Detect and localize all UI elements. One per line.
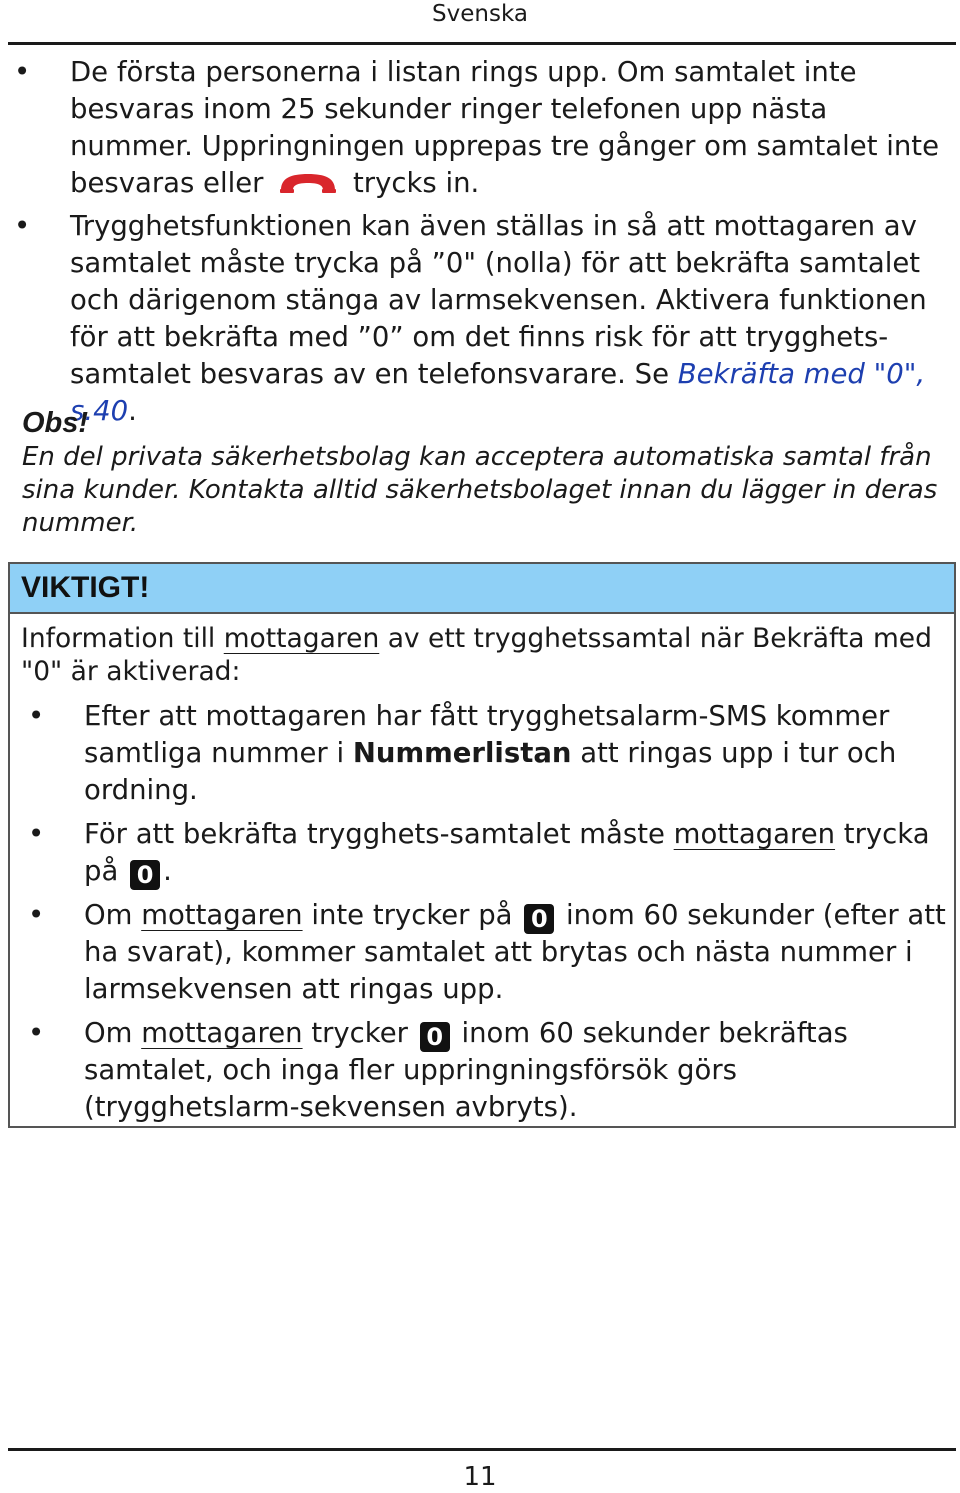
bullet-dot: •: [28, 899, 45, 931]
page-language-header: Svenska: [432, 1, 528, 27]
bullet-dot: •: [28, 1017, 45, 1049]
important-box: [8, 562, 956, 1128]
recipient-term: mottagaren: [141, 1017, 303, 1049]
list-item: [10, 698, 954, 809]
intro-text: Information till: [21, 623, 224, 654]
bullet-text: trycker: [302, 1017, 408, 1049]
important-title: VIKTIGT!: [10, 564, 954, 614]
list-item: [0, 54, 960, 202]
note-title: Obs!: [22, 407, 89, 439]
list-item: [10, 1015, 954, 1126]
recipient-term: mottagaren: [141, 899, 303, 931]
bullet-text: trycka på: [84, 818, 930, 887]
bullet-text: De första personerna i listan rings upp. Om samtalet inte besvaras inom 25 sekunder ringer telefonen upp nästa nummer. Uppringningen upprepas tre gånger om samtalet inte besvaras eller: [70, 56, 939, 199]
bullet-dot: •: [14, 210, 31, 242]
bullet-text: inom 60 sekunder bekräftas samtalet, och inga fler uppringningsförsök görs (trygghetslarm-sekvensen avbryts).: [84, 1017, 848, 1123]
zero-key-icon: 0: [420, 1022, 450, 1052]
number-list-term: Nummerlistan: [352, 737, 572, 769]
bullet-dot: •: [28, 818, 45, 850]
bullet-text: att ringas upp i tur och ordning.: [84, 737, 897, 806]
note-section: [22, 405, 942, 540]
list-item: [10, 816, 954, 890]
recipient-term: mottagaren: [673, 818, 836, 850]
bullet-text: inom 60 sekunder (efter att ha svarat), kommer samtalet att brytas och nästa nummer i larmsekvensen att ringas upp.: [84, 899, 946, 1005]
zero-key-icon: 0: [524, 904, 554, 934]
important-bullet-list: [10, 698, 954, 1126]
bullet-dot: •: [28, 700, 45, 732]
header-rule: [8, 42, 956, 45]
bullet-text: inte trycker på: [302, 899, 513, 931]
bullet-text: .: [163, 855, 172, 887]
page-number: 11: [463, 1462, 497, 1492]
cross-reference-link[interactable]: Bekräfta med "0", s.40: [70, 358, 926, 427]
recipient-term: mottagaren: [223, 623, 380, 654]
bullet-text: Om: [84, 899, 142, 931]
list-item: [0, 208, 960, 430]
hang-up-key-icon: [278, 172, 338, 194]
bullet-text: trycks in.: [352, 167, 480, 199]
bullet-text: Om: [84, 1017, 142, 1049]
important-intro: [10, 614, 954, 688]
bullet-text: .: [128, 395, 137, 427]
bullet-text: Efter att mottagaren har fått trygghetsalarm-SMS kommer samtliga nummer i: [84, 700, 890, 769]
zero-key-icon: 0: [130, 860, 160, 890]
intro-text: av ett trygghetssamtal när Bekräfta med "0" är aktiverad:: [21, 623, 932, 687]
bullet-text: Trygghetsfunktionen kan även ställas in så att mottagaren av samtalet måste trycka på ”0" (nolla) för att bekräfta samtalet och därigenom stänga av larmsekvensen. Aktivera funktionen för att bekräfta med ”0” om det finns risk för att trygghets-samtalet besvaras av en telefonsvarare. Se: [70, 210, 927, 390]
list-item: [10, 897, 954, 1008]
bullet-list: [0, 54, 960, 436]
bullet-dot: •: [14, 56, 31, 88]
bullet-text: För att bekräfta trygghets-samtalet måste: [84, 818, 674, 850]
note-text: En del privata säkerhetsbolag kan acceptera automatiska samtal från sina kunder. Kontakta alltid säkerhetsbolaget innan du lägger in deras nummer.: [22, 442, 938, 538]
footer-rule: [8, 1448, 956, 1451]
